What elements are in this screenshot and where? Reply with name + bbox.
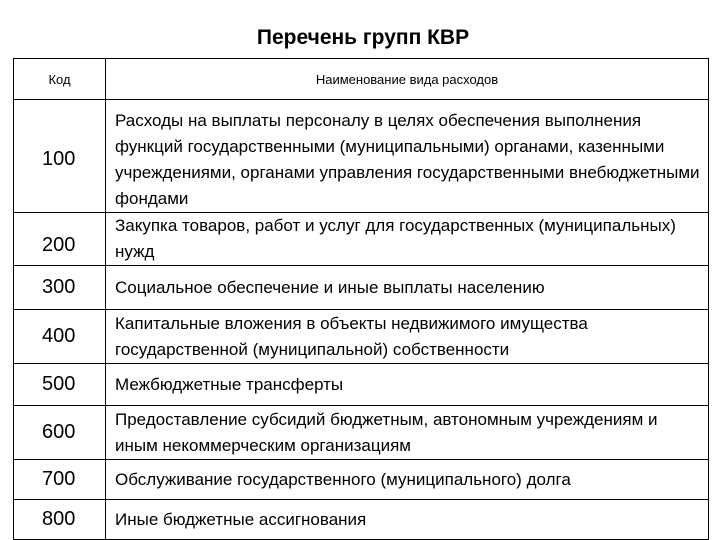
table-row [14, 406, 709, 460]
table-row [14, 460, 709, 500]
name-cell: Закупка товаров, работ и услуг для государственных (муниципальных) нужд [106, 213, 709, 266]
column-header-name: Наименование вида расходов [106, 59, 709, 100]
code-cell: 200 [14, 213, 106, 266]
kvr-groups-table [13, 58, 709, 540]
table-row [14, 213, 709, 266]
name-cell: Предоставление субсидий бюджетным, автономным учреждениям и иным некоммерческим организациям [106, 406, 709, 460]
code-cell: 600 [14, 406, 106, 460]
page-title: Перечень групп КВР [256, 26, 470, 49]
name-cell: Иные бюджетные ассигнования [106, 500, 709, 540]
code-cell: 500 [14, 364, 106, 406]
code-cell: 100 [14, 100, 106, 213]
name-cell: Обслуживание государственного (муниципального) долга [106, 460, 709, 500]
table-row [14, 500, 709, 540]
column-header-code: Код [14, 59, 106, 100]
table-row [14, 364, 709, 406]
name-cell: Капитальные вложения в объекты недвижимого имущества государственной (муниципальной) собственности [106, 310, 709, 364]
name-cell: Социальное обеспечение и иные выплаты населению [106, 266, 709, 310]
code-cell: 300 [14, 266, 106, 310]
table-row [14, 266, 709, 310]
code-cell: 700 [14, 460, 106, 500]
name-cell: Расходы на выплаты персоналу в целях обеспечения выполнения функций государственными (муниципальными) органами, казенными учреждениями, органами управления государственными внебюджетными фондами [106, 100, 709, 213]
code-cell: 400 [14, 310, 106, 364]
table-row [14, 310, 709, 364]
code-cell: 800 [14, 500, 106, 540]
name-cell: Межбюджетные трансферты [106, 364, 709, 406]
table-row [14, 100, 709, 213]
table-header-row [14, 59, 709, 100]
